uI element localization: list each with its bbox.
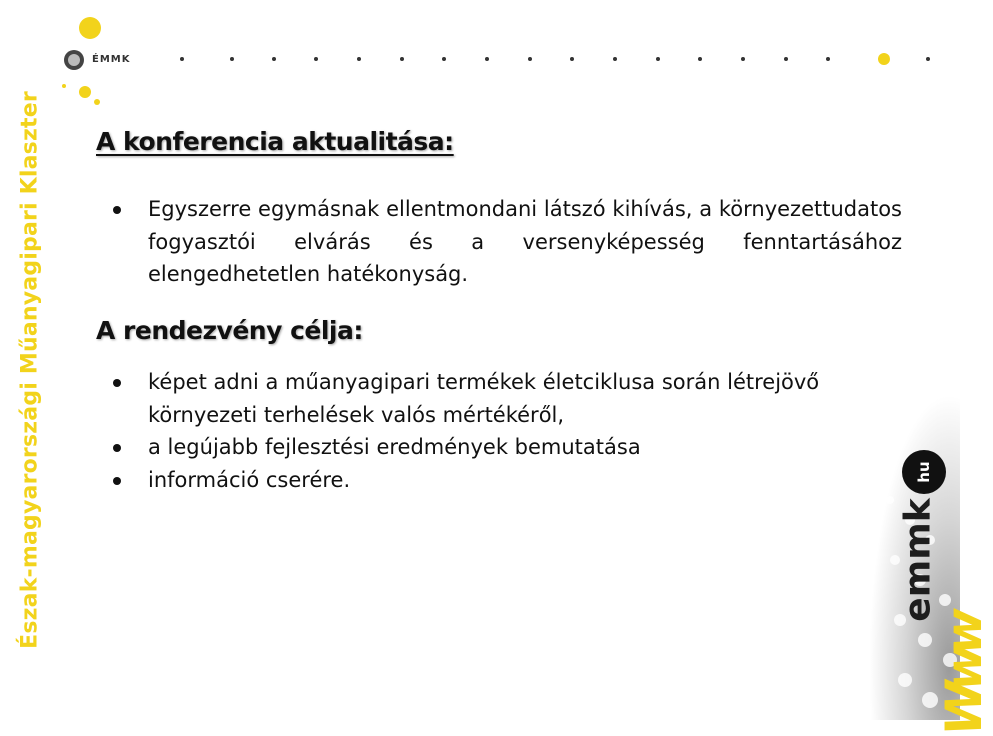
section2-list [96, 366, 902, 496]
logo-text: ÉMMK [92, 54, 131, 65]
bullet-icon [113, 444, 121, 452]
hu-badge-text: hu [915, 461, 933, 483]
bullet-icon [113, 477, 121, 485]
hu-badge [902, 450, 946, 494]
section1-list [96, 193, 902, 291]
side-title-text: Észak-magyarországi Műanyagipari Klaszter [17, 91, 43, 649]
slide-content [96, 126, 902, 496]
list-item [96, 193, 902, 291]
list-item-text: Egyszerre egymásnak ellentmondani látszó kihívás, a környezettudatos fogyasztói elvárás és a versenyképesség fenntartásához elengedhetetlen hatékonyság. [148, 197, 902, 287]
side-title [0, 0, 52, 720]
list-item [96, 464, 902, 497]
section1-heading: A konferencia aktualitása: [96, 127, 454, 156]
list-item [96, 431, 902, 464]
list-item-text: információ cserére. [148, 467, 351, 492]
www-prefix: Www [934, 618, 993, 736]
bullet-icon [113, 379, 121, 387]
list-item-text: a legújabb fejlesztési eredmények bemutatása [148, 435, 641, 460]
bullet-icon [113, 206, 121, 214]
list-item [96, 366, 902, 431]
vertical-brand-text: emmk [897, 498, 939, 622]
list-item-text: képet adni a műanyagipari termékek életciklusa során létrejövő környezeti terhelések valós mértékéről, [148, 370, 820, 427]
section2-heading: A rendezvény célja: [96, 315, 363, 345]
